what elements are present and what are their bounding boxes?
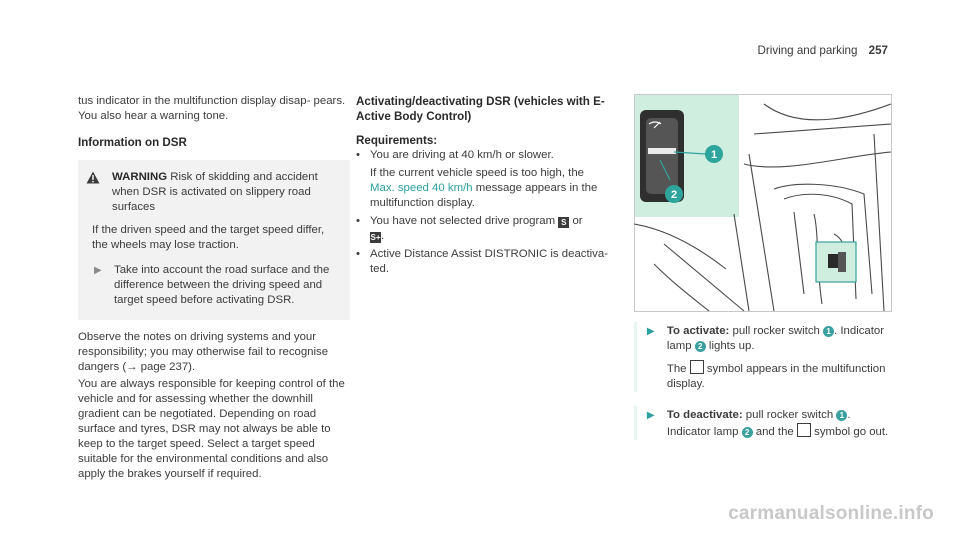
dsr-symbol-icon [797,423,811,437]
dsr-symbol-icon [690,360,704,374]
step-deactivate [634,406,892,440]
activate-text-b: . Indicator lamp [666,325,885,352]
bullet-icon: • [356,149,360,161]
step-arrow-icon: ▶ [646,326,655,337]
page-header [758,44,888,57]
list-item [356,148,618,211]
drive-program-s-icon: S [558,217,569,228]
intro-text: tus indicator in the multifunction display disap- pears. You also hear a warning tone. [78,95,346,122]
warning-label: WARNING [112,171,168,183]
req-1-detail-a: If the current vehicle speed is too high, the [370,167,585,179]
req-1: You are driving at 40 km/h or slower. [370,149,554,161]
deactivate-label: To deactivate: [666,409,743,421]
activate-detail-a: The [666,363,687,375]
warning-text: Risk of skidding and accident when DSR is activated on slippery road surfaces [112,171,318,213]
body-text: You are always responsible for keeping control of the vehicle and for assessing whether the downhill gradient can be negotiated. Depending on road surface and tyres, DSR may not always be able to keep to the target speed. Select a target speed suitable for the environmental conditions and also apply the brakes yourself if required. [78,378,345,480]
callout-2-icon: 2 [695,341,706,352]
callout-1: 1 [710,149,718,161]
deactivate-text-c: and the [755,426,794,438]
warning-step: Take into account the road surface and the difference between the driving speed and target speed before activating DSR. [114,264,330,306]
page-number: 257 [868,44,888,57]
bullet-icon: • [356,215,360,227]
callout-1-icon: 1 [836,410,847,421]
section-heading-info: Information on DSR [78,136,187,149]
list-item [356,214,618,244]
bullet-icon: • [356,248,360,260]
req-2-or: or [572,215,583,227]
callout-2: 2 [670,189,678,201]
observe-text: Observe the notes on driving systems and your responsibility; you may otherwise fail to recognise dangers (→ page 237). [78,331,329,373]
req-1-detail [370,166,618,211]
deactivate-text-b: . Indicator lamp [666,409,851,438]
step-arrow-icon: ▶ [646,410,655,421]
section-title: Driving and parking [757,44,858,57]
req-2-end: . [381,230,385,242]
step-bar [634,322,637,392]
deactivate-text-d: symbol go out. [814,426,889,438]
heading-line1: Activating/deactivating DSR (vehicles with E- [356,95,605,108]
heading-line2: Active Body Control) [356,110,472,123]
req-1-detail-b: message appears in the multifunction display. [370,182,598,209]
watermark[interactable]: carmanualsonline.info [728,503,934,524]
callout-1-icon: 1 [823,326,834,337]
req-3: Active Distance Assist DISTRONIC is deactiva- ted. [370,248,609,275]
step-arrow-icon: ▶ [94,265,102,276]
warning-triangle-icon [86,171,100,184]
drive-program-s-plus-icon: S+ [370,233,381,242]
column-left [78,94,350,482]
column-middle [356,94,618,277]
activate-detail [667,360,892,392]
activate-label: To activate: [666,325,730,337]
activate-detail-b: symbol appears in the multifunction display. [666,363,886,390]
warning-box [78,160,350,320]
deactivate-text-a: pull rocker switch [745,409,834,421]
step-bar [634,406,637,440]
requirements-label: Requirements: [356,134,438,147]
step-activate [634,322,892,392]
activate-text-c: lights up. [708,340,755,352]
req-2-text: You have not selected drive program [370,215,556,227]
console-illustration [634,94,892,312]
callout-2-icon: 2 [742,427,753,438]
warning-detail: If the driven speed and the target speed differ, the wheels may lose traction. [92,224,325,251]
section-heading-activate [356,94,618,124]
activate-text-a: pull rocker switch [732,325,820,337]
list-item [356,247,618,277]
center-console-drawing [634,94,892,312]
display-message: Max. speed 40 km/h [370,182,473,194]
steps-panel [634,322,892,440]
